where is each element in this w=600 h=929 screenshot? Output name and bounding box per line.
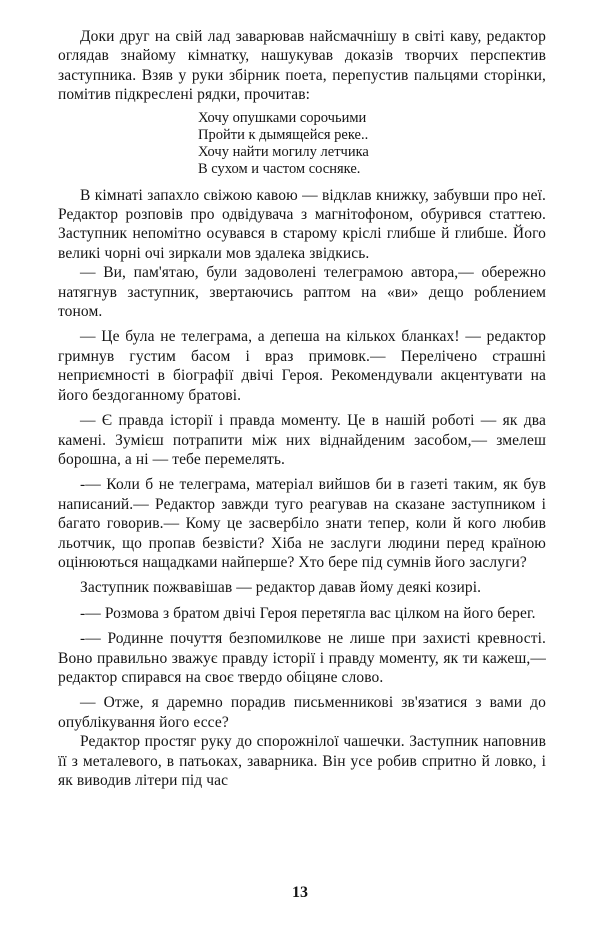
paragraph-4: — Це була не телеграма, а депеша на кількох бланках! — редактор гримнув густим басом і враз примовк.— Перелічено страшні неприємності в біографії двічі Героя. Рекомендували акцентувати на його бездоганному братові. [58,328,546,404]
paragraph-1: Доки друг на свій лад заварював найсмачнішу в світі каву, редактор оглядав знайому кімнатку, нашукував доказів творчих перспектив заступника. Взяв у руки збірник поета, перепустив пальцями сторінки, помітив підкреслені рядки, прочитав: [58,28,546,104]
paragraph-7: Заступник пожвавішав — редактор давав йому деякі козирі. [80,579,482,597]
poem-line-1: Хочу опушками сорочьими [198,109,367,126]
paragraph-8: -— Розмова з братом двічі Героя перетягла вас цілком на його берег. [80,604,536,622]
paragraph-11: Редактор простяг руку до спорожнілої чашечки. Заступник наповнив її з металевого, в патьоках, заварника. Він усе робив спритно й ловко, і як виводив літери під час [58,733,546,789]
paragraph-6: -— Коли б не телеграма, матеріал вийшов би в газеті таким, як був написаний.— Редактор завжди туго реагував на сказане заступником і багато говорив.— Кому це засвербіло знати тепер, коли й кого любив льотчик, що пропав безвісти? Хіба не заслуги людини перед країною оцінюються нащадками найперше? Хто бере під сумнів його заслуги? [58,476,546,571]
poem-quote [198,110,546,178]
page-text [58,27,546,790]
paragraph-2: В кімнаті запахло свіжою кавою — відклав книжку, забувши про неї. Редактор розповів про одвідувача з магнітофоном, обурився статтею. Заступник непомітно осувався в старому кріслі глибше й глибше. Його великі чорні очі зиркали мов здалека звідкись. [58,186,546,262]
poem-line-2: Пройти к дымящейся реке.. [198,126,369,143]
poem-line-4: В сухом и частом сосняке. [198,160,361,177]
paragraph-5: — Є правда історії і правда моменту. Це в нашій роботі — як два камені. Зумієш потрапити між них віднайденим засобом,— змелеш борошна, а ні — тебе перемелять. [58,412,546,468]
paragraph-10: — Отже, я даремно порадив письменникові зв'язатися з вами до опублікування його ессе? [58,694,546,731]
poem-line-3: Хочу найти могилу летчика [198,143,369,160]
page-number: 13 [292,884,308,901]
paragraph-3: — Ви, пам'ятаю, були задоволені телеграмою автора,— обережно натягнув заступник, звертаючись раптом на «ви» дещо роблением тоном. [58,264,546,321]
paragraph-9: -— Родинне почуття безпомилкове не лише при захисті кревності. Воно правильно зважує правду історії і правду моменту, як ти кажеш,— редактор спирався на своє твердо обіцяне слово. [58,630,546,686]
